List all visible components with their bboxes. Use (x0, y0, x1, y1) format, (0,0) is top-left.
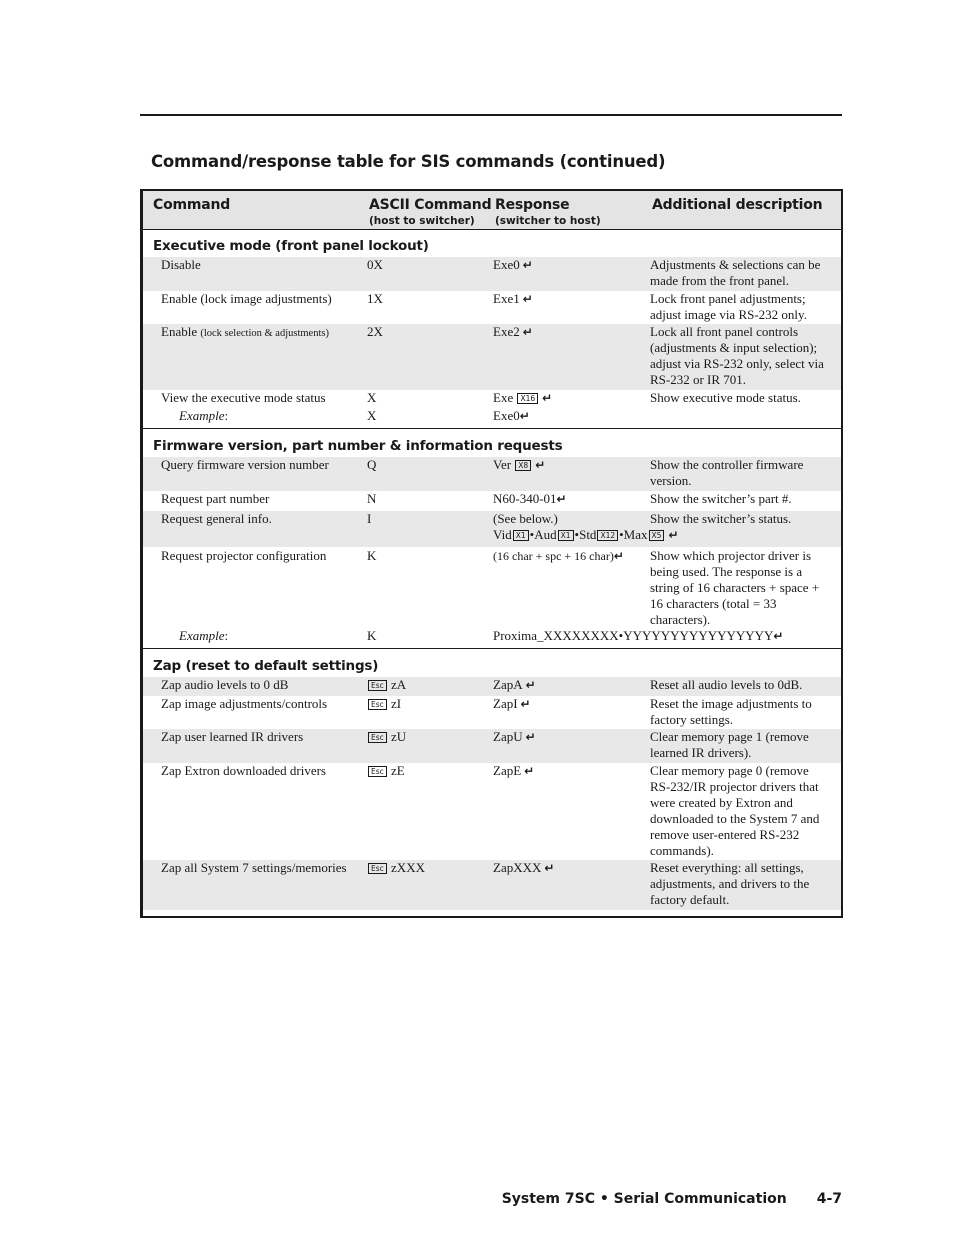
return-icon: ↵ (556, 492, 567, 506)
page-footer (502, 1191, 842, 1207)
ascii-cell: 0X (367, 257, 383, 272)
header-ascii: ASCII Command (369, 197, 492, 213)
ascii-cell: 1X (367, 291, 383, 306)
return-icon: ↵ (522, 292, 533, 306)
command-cell: Zap Extron downloaded drivers (161, 763, 326, 778)
ascii-cell: Esc zI (367, 696, 487, 712)
response-cell: ZapU ↵ (493, 729, 536, 744)
response-cell: Ver X8 ↵ (493, 457, 546, 472)
variable-key: X12 (597, 530, 618, 541)
description-cell: Show executive mode status. (650, 390, 801, 405)
command-cell: Zap user learned IR drivers (161, 729, 304, 744)
response-cell: ZapXXX ↵ (493, 860, 555, 875)
return-icon: ↵ (519, 409, 530, 423)
ascii-cell: X (367, 390, 377, 405)
example-label: Example: (179, 628, 229, 643)
variable-key: X5 (649, 530, 665, 541)
response-cell: ZapI ↵ (493, 696, 531, 711)
command-cell: Request part number (161, 491, 270, 506)
table-row (143, 548, 841, 628)
top-rule (140, 114, 842, 116)
variable-key: X8 (515, 460, 531, 471)
description-cell: Reset all audio levels to 0dB. (650, 677, 803, 692)
example-label: Example: (179, 408, 229, 423)
response-cell: ZapA ↵ (493, 677, 536, 692)
variable-key: X1 (513, 530, 529, 541)
return-icon: ↵ (535, 458, 546, 472)
command-cell: Zap all System 7 settings/memories (161, 860, 347, 875)
example-row (143, 408, 841, 426)
description-cell: Lock front panel adjustments; adjust image via RS-232 only. (650, 291, 807, 322)
table-row (143, 511, 841, 547)
page-number: 4-7 (816, 1191, 842, 1207)
description-cell: Show which projector driver is being used. The response is a string of 16 characters + space + 16 characters (total = 33 characters). (650, 548, 820, 627)
command-cell: Zap audio levels to 0 dB (161, 677, 289, 692)
response-cell: Proxima_XXXXXXXX•YYYYYYYYYYYYYYYY↵ (493, 628, 784, 643)
ascii-cell: Esc zE (367, 763, 487, 779)
section-title-text: Firmware version, part number & information requests (153, 438, 563, 454)
section-title (143, 238, 841, 256)
ascii-cell: K (367, 628, 377, 643)
command-cell: View the executive mode status (161, 390, 326, 405)
description-cell: Show the switcher’s status. (650, 511, 792, 526)
header-response-sub: (switcher to host) (495, 215, 601, 227)
section-title-text: Zap (reset to default settings) (153, 658, 379, 674)
section-divider (143, 428, 841, 429)
sis-command-table (140, 189, 843, 918)
description-cell: Reset everything: all settings, adjustments, and drivers to the factory default. (650, 860, 810, 907)
command-cell: Zap image adjustments/controls (161, 696, 328, 711)
response-cell: ZapE ↵ (493, 763, 535, 778)
esc-key-icon: Esc (368, 680, 387, 691)
description-cell: Lock all front panel controls (adjustments & input selection); adjust via RS-232 only, select via RS-232 or IR 701. (650, 324, 824, 387)
ascii-cell: Esc zA (367, 677, 487, 693)
command-cell: Request projector configuration (161, 548, 327, 563)
section-title (143, 658, 841, 676)
section-title (143, 438, 841, 456)
return-icon: ↵ (520, 697, 531, 711)
table-title: Command/response table for SIS commands (continued) (151, 152, 666, 171)
description-cell: Show the controller firmware version. (650, 457, 804, 488)
ascii-cell: Esc zU (367, 729, 487, 745)
table-row (143, 491, 841, 511)
variable-key: X16 (517, 393, 538, 404)
return-icon: ↵ (544, 861, 555, 875)
esc-key-icon: Esc (368, 766, 387, 777)
response-cell: Exe0↵ (493, 408, 530, 423)
return-icon: ↵ (522, 258, 533, 272)
description-cell: Show the switcher’s part #. (650, 491, 792, 506)
return-icon: ↵ (524, 764, 535, 778)
ascii-cell: I (367, 511, 372, 526)
table-row (143, 291, 841, 325)
command-cell: Enable (lock selection & adjustments) (161, 324, 329, 339)
return-icon: ↵ (525, 730, 536, 744)
return-icon: ↵ (542, 391, 553, 405)
description-cell: Clear memory page 1 (remove learned IR drivers). (650, 729, 809, 760)
response-cell: Exe2 ↵ (493, 324, 533, 339)
table-row (143, 257, 841, 291)
example-row (143, 628, 841, 646)
header-ascii-sub: (host to switcher) (369, 215, 475, 227)
command-cell: Disable (161, 257, 201, 272)
header-description: Additional description (652, 197, 823, 213)
ascii-cell: N (367, 491, 377, 506)
response-cell: Exe1 ↵ (493, 291, 533, 306)
description-cell: Adjustments & selections can be made from the front panel. (650, 257, 821, 288)
section-title-text: Executive mode (front panel lockout) (153, 238, 429, 254)
description-cell: Reset the image adjustments to factory settings. (650, 696, 812, 727)
return-icon: ↵ (613, 549, 624, 563)
section-divider (143, 648, 841, 649)
ascii-cell: 2X (367, 324, 383, 339)
ascii-cell: Q (367, 457, 377, 472)
table-row (143, 696, 841, 730)
variable-key: X1 (558, 530, 574, 541)
header-response: Response (495, 197, 570, 213)
esc-key-icon: Esc (368, 732, 387, 743)
table-row (143, 457, 841, 491)
table-row (143, 324, 841, 390)
table-row (143, 860, 841, 910)
response-cell: Exe X16 ↵ (493, 390, 553, 405)
table-row (143, 390, 841, 408)
response-cell: N60-340-01↵ (493, 491, 567, 506)
ascii-cell: K (367, 548, 377, 563)
return-icon: ↵ (522, 325, 533, 339)
esc-key-icon: Esc (368, 863, 387, 874)
command-cell: Query firmware version number (161, 457, 329, 472)
table-row (143, 677, 841, 696)
return-icon: ↵ (525, 678, 536, 692)
table-header (143, 191, 841, 230)
response-cell: (See below.) Vid X1 •Aud X1 •Std X12 •Max X5 ↵ (493, 511, 679, 542)
return-icon: ↵ (773, 629, 784, 643)
ascii-cell: X (367, 408, 377, 423)
command-cell: Request general info. (161, 511, 272, 526)
footer-text: System 7SC • Serial Communication (501, 1191, 787, 1207)
command-cell: Enable (lock image adjustments) (161, 291, 332, 306)
response-cell: Exe0 ↵ (493, 257, 533, 272)
table-row (143, 729, 841, 763)
return-icon: ↵ (668, 528, 679, 542)
header-command: Command (153, 197, 231, 213)
response-cell: (16 char + spc + 16 char)↵ (493, 549, 624, 563)
table-row (143, 763, 841, 860)
esc-key-icon: Esc (368, 699, 387, 710)
description-cell: Clear memory page 0 (remove RS-232/IR projector drivers that were created by Extron and downloaded to the System 7 and remove user-entered RS-232 commands). (650, 763, 820, 858)
ascii-cell: Esc zXXX (367, 860, 487, 876)
